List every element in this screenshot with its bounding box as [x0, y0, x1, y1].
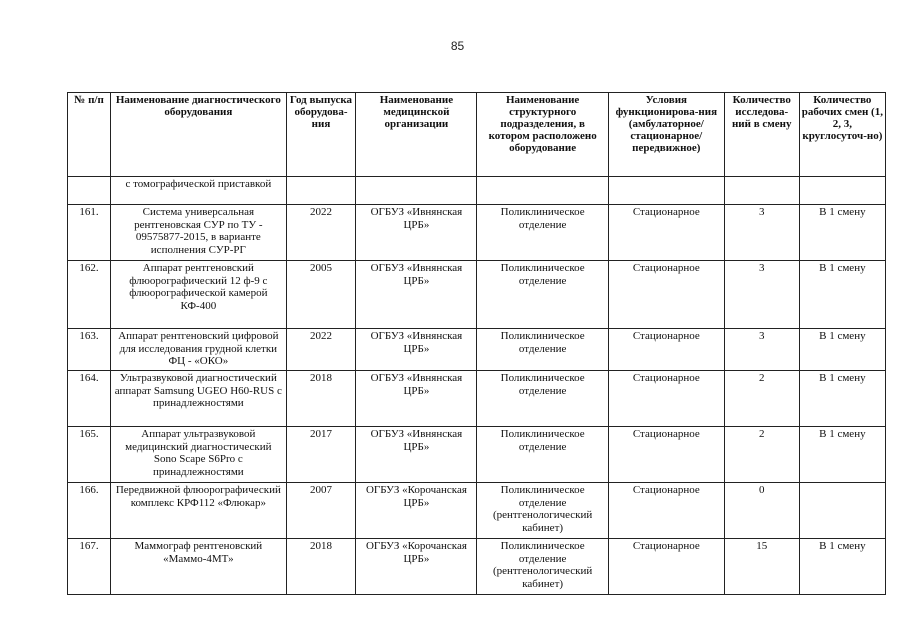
cell-unit	[477, 177, 608, 205]
cell-name: Ультразвуковой диагностический аппарат Samsung UGEO H60-RUS с принадлежностями	[111, 371, 287, 427]
cell-year: 2022	[286, 205, 356, 261]
cell-unit: Поликлиническое отделение	[477, 205, 608, 261]
cell-studies: 3	[724, 205, 799, 261]
table-row-continuation	[68, 177, 886, 205]
cell-name: Аппарат ультразвуковой медицинский диагностический Sono Scape S6Pro с принадлежностями	[111, 427, 287, 483]
header-num: № п/п	[68, 93, 111, 177]
cell-studies	[724, 177, 799, 205]
cell-org: ОГБУЗ «Ивнянская ЦРБ»	[356, 371, 477, 427]
table-header-row	[68, 93, 886, 177]
cell-name: Аппарат рентгеновский флюорографический 12 ф-9 с флюорографической камерой КФ-400	[111, 261, 287, 329]
cell-shifts	[799, 483, 885, 539]
cell-studies: 0	[724, 483, 799, 539]
cell-org	[356, 177, 477, 205]
cell-conditions: Стационарное	[608, 371, 724, 427]
cell-num	[68, 177, 111, 205]
cell-year: 2022	[286, 329, 356, 371]
cell-unit: Поликлиническое отделение	[477, 329, 608, 371]
cell-org: ОГБУЗ «Ивнянская ЦРБ»	[356, 205, 477, 261]
cell-year: 2018	[286, 539, 356, 595]
cell-unit: Поликлиническое отделение	[477, 427, 608, 483]
cell-shifts: В 1 смену	[799, 329, 885, 371]
cell-conditions: Стационарное	[608, 483, 724, 539]
cell-shifts: В 1 смену	[799, 427, 885, 483]
cell-name: Передвижной флюорографический комплекс КРФ112 «Флюкар»	[111, 483, 287, 539]
cell-year	[286, 177, 356, 205]
cell-org: ОГБУЗ «Ивнянская ЦРБ»	[356, 427, 477, 483]
header-shifts: Количество рабочих смен (1, 2, 3, круглосуточ-но)	[799, 93, 885, 177]
cell-num: 163.	[68, 329, 111, 371]
table-row	[68, 539, 886, 595]
cell-conditions: Стационарное	[608, 205, 724, 261]
cell-unit: Поликлиническое отделение (рентгенологический кабинет)	[477, 483, 608, 539]
cell-studies: 15	[724, 539, 799, 595]
cell-shifts: В 1 смену	[799, 205, 885, 261]
cell-studies: 2	[724, 371, 799, 427]
header-studies: Количество исследова-ний в смену	[724, 93, 799, 177]
cell-studies: 3	[724, 261, 799, 329]
table-row	[68, 371, 886, 427]
cell-num: 162.	[68, 261, 111, 329]
cell-shifts: В 1 смену	[799, 261, 885, 329]
cell-year: 2007	[286, 483, 356, 539]
cell-conditions: Стационарное	[608, 261, 724, 329]
header-name: Наименование диагностического оборудования	[111, 93, 287, 177]
cell-studies: 2	[724, 427, 799, 483]
cell-conditions: Стационарное	[608, 329, 724, 371]
cell-unit: Поликлиническое отделение (рентгенологический кабинет)	[477, 539, 608, 595]
cell-name: Маммограф рентгеновский «Маммо-4МТ»	[111, 539, 287, 595]
cell-org: ОГБУЗ «Корочанская ЦРБ»	[356, 483, 477, 539]
cell-name: с томографической приставкой	[111, 177, 287, 205]
cell-org: ОГБУЗ «Ивнянская ЦРБ»	[356, 261, 477, 329]
header-org: Наименование медицинской организации	[356, 93, 477, 177]
cell-studies: 3	[724, 329, 799, 371]
cell-year: 2005	[286, 261, 356, 329]
cell-num: 166.	[68, 483, 111, 539]
table-row	[68, 427, 886, 483]
table-row	[68, 483, 886, 539]
equipment-table	[67, 92, 886, 595]
table-row	[68, 205, 886, 261]
header-unit: Наименование структурного подразделения, в котором расположено оборудование	[477, 93, 608, 177]
cell-shifts: В 1 смену	[799, 539, 885, 595]
cell-num: 164.	[68, 371, 111, 427]
cell-year: 2018	[286, 371, 356, 427]
cell-name: Аппарат рентгеновский цифровой для исследования грудной клетки ФЦ - «ОКО»	[111, 329, 287, 371]
cell-num: 165.	[68, 427, 111, 483]
cell-conditions: Стационарное	[608, 539, 724, 595]
table-row	[68, 329, 886, 371]
cell-conditions	[608, 177, 724, 205]
table-row	[68, 261, 886, 329]
cell-unit: Поликлиническое отделение	[477, 371, 608, 427]
cell-shifts	[799, 177, 885, 205]
page-number: 85	[450, 39, 465, 53]
cell-num: 167.	[68, 539, 111, 595]
cell-org: ОГБУЗ «Ивнянская ЦРБ»	[356, 329, 477, 371]
cell-shifts: В 1 смену	[799, 371, 885, 427]
cell-num: 161.	[68, 205, 111, 261]
cell-org: ОГБУЗ «Корочанская ЦРБ»	[356, 539, 477, 595]
cell-year: 2017	[286, 427, 356, 483]
cell-unit: Поликлиническое отделение	[477, 261, 608, 329]
header-conditions: Условия функционирова-ния (амбулаторное/ стационарное/ передвижное)	[608, 93, 724, 177]
header-year: Год выпуска оборудова-ния	[286, 93, 356, 177]
cell-conditions: Стационарное	[608, 427, 724, 483]
cell-name: Система универсальная рентгеновская СУР по ТУ - 09575877-2015, в варианте исполнения СУР-РГ	[111, 205, 287, 261]
